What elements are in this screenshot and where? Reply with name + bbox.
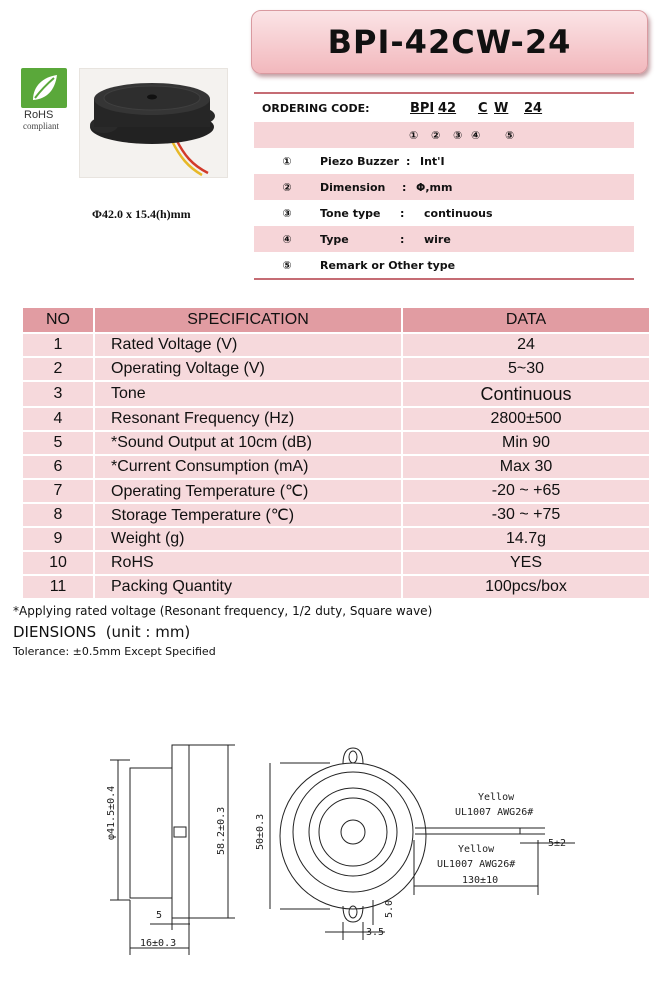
ordering-item — [254, 148, 634, 174]
strip-length-label: 5±2 — [548, 838, 567, 849]
item-name: Remark or Other type — [320, 258, 456, 272]
item-sep: : — [400, 206, 405, 220]
item-value: wire — [424, 232, 451, 246]
table-row — [22, 357, 650, 381]
code-part: C — [478, 100, 488, 116]
dim-flange-label: 5 — [156, 910, 163, 921]
row-data: -30 ~ +75 — [402, 503, 650, 527]
code-index: ① — [409, 128, 419, 142]
table-row — [22, 333, 650, 357]
item-name: Tone type — [320, 206, 381, 220]
item-value: Φ,mm — [416, 180, 453, 194]
ordering-item — [254, 252, 634, 278]
table-row — [22, 479, 650, 503]
row-no: 6 — [22, 455, 94, 479]
row-specification: Rated Voltage (V) — [94, 333, 402, 357]
header-no: NO — [22, 307, 94, 333]
dimensions-title: DIENSIONS (unit : mm) — [13, 623, 191, 641]
dim-height-label: 58.2±0.3 — [216, 806, 227, 855]
code-index: ④ — [471, 128, 481, 142]
row-no: 11 — [22, 575, 94, 599]
table-row — [22, 527, 650, 551]
rohs-sub: compliant — [23, 121, 59, 131]
row-no: 1 — [22, 333, 94, 357]
wire1-color-label: Yellow — [478, 792, 515, 803]
row-no: 7 — [22, 479, 94, 503]
wire1-spec-label: UL1007 AWG26# — [455, 807, 534, 818]
row-specification: *Current Consumption (mA) — [94, 455, 402, 479]
row-specification: *Sound Output at 10cm (dB) — [94, 431, 402, 455]
ordering-code-panel — [254, 92, 634, 280]
row-no: 4 — [22, 407, 94, 431]
hole-label: 5.0 — [384, 899, 395, 918]
table-row — [22, 575, 650, 599]
rohs-label: RoHS — [24, 109, 54, 121]
row-data: -20 ~ +65 — [402, 479, 650, 503]
table-row — [22, 455, 650, 479]
table-row — [22, 407, 650, 431]
row-no: 2 — [22, 357, 94, 381]
row-data: Max 30 — [402, 455, 650, 479]
row-no: 10 — [22, 551, 94, 575]
item-number: ① — [282, 154, 292, 168]
item-name: Piezo Buzzer — [320, 154, 399, 168]
ordering-code — [410, 101, 544, 116]
ordering-label: ORDERING CODE: — [262, 101, 370, 115]
row-data: YES — [402, 551, 650, 575]
dimension-caption: Φ42.0 x 15.4(h)mm — [92, 207, 191, 221]
front-view — [270, 748, 575, 940]
code-index: ③ — [453, 128, 463, 142]
row-data: Continuous — [402, 381, 650, 407]
dim-diameter-label: φ41.5±0.4 — [106, 785, 117, 840]
row-specification: RoHS — [94, 551, 402, 575]
code-index: ② — [431, 128, 441, 142]
product-photo — [79, 68, 228, 178]
table-row — [22, 381, 650, 407]
code-part: W — [494, 100, 509, 116]
ordering-item — [254, 200, 634, 226]
dimension-drawing — [0, 730, 665, 990]
specification-table — [21, 306, 651, 600]
item-sep: : — [402, 180, 407, 194]
row-specification: Operating Temperature (℃) — [94, 479, 402, 503]
row-data: 2800±500 — [402, 407, 650, 431]
row-data: 24 — [402, 333, 650, 357]
wire2-color-label: Yellow — [458, 844, 495, 855]
footnote: *Applying rated voltage (Resonant frequency, 1/2 duty, Square wave) — [13, 604, 433, 618]
code-part: 24 — [524, 100, 543, 116]
row-specification: Resonant Frequency (Hz) — [94, 407, 402, 431]
table-row — [22, 551, 650, 575]
code-part: 42 — [438, 100, 457, 116]
ordering-item — [254, 226, 634, 252]
header-specification: SPECIFICATION — [94, 307, 402, 333]
table-row — [22, 503, 650, 527]
row-specification: Storage Temperature (℃) — [94, 503, 402, 527]
item-name: Dimension — [320, 180, 386, 194]
table-row — [22, 431, 650, 455]
item-number: ② — [282, 180, 292, 194]
row-data: 14.7g — [402, 527, 650, 551]
wire-length-label: 130±10 — [462, 875, 499, 886]
table-header-row — [22, 307, 650, 333]
rohs-logo — [21, 68, 69, 136]
row-no: 5 — [22, 431, 94, 455]
row-no: 3 — [22, 381, 94, 407]
product-title: BPI-42CW-24 — [327, 23, 572, 61]
item-sep: : — [406, 154, 411, 168]
row-no: 9 — [22, 527, 94, 551]
row-specification: Tone — [94, 381, 402, 407]
title-banner — [251, 10, 648, 74]
dim-depth-label: 16±0.3 — [140, 938, 177, 949]
tolerance-note: Tolerance: ±0.5mm Except Specified — [13, 645, 216, 658]
item-value: Int'I — [420, 154, 445, 168]
item-value: continuous — [424, 206, 493, 220]
row-data: 5~30 — [402, 357, 650, 381]
item-sep: : — [400, 232, 405, 246]
divider — [254, 278, 634, 280]
header-data: DATA — [402, 307, 650, 333]
row-no: 8 — [22, 503, 94, 527]
dim-width-label: 50±0.3 — [255, 813, 266, 850]
row-data: 100pcs/box — [402, 575, 650, 599]
code-index: ⑤ — [505, 128, 515, 142]
row-specification: Weight (g) — [94, 527, 402, 551]
row-specification: Packing Quantity — [94, 575, 402, 599]
code-part: BPI — [410, 100, 435, 116]
item-name: Type — [320, 232, 349, 246]
item-number: ④ — [282, 232, 292, 246]
row-specification: Operating Voltage (V) — [94, 357, 402, 381]
wire2-spec-label: UL1007 AWG26# — [437, 859, 516, 870]
item-number: ⑤ — [282, 258, 292, 272]
slot-label: 3.5 — [366, 927, 385, 938]
ordering-item — [254, 174, 634, 200]
item-number: ③ — [282, 206, 292, 220]
row-data: Min 90 — [402, 431, 650, 455]
leaf-icon — [21, 68, 67, 108]
